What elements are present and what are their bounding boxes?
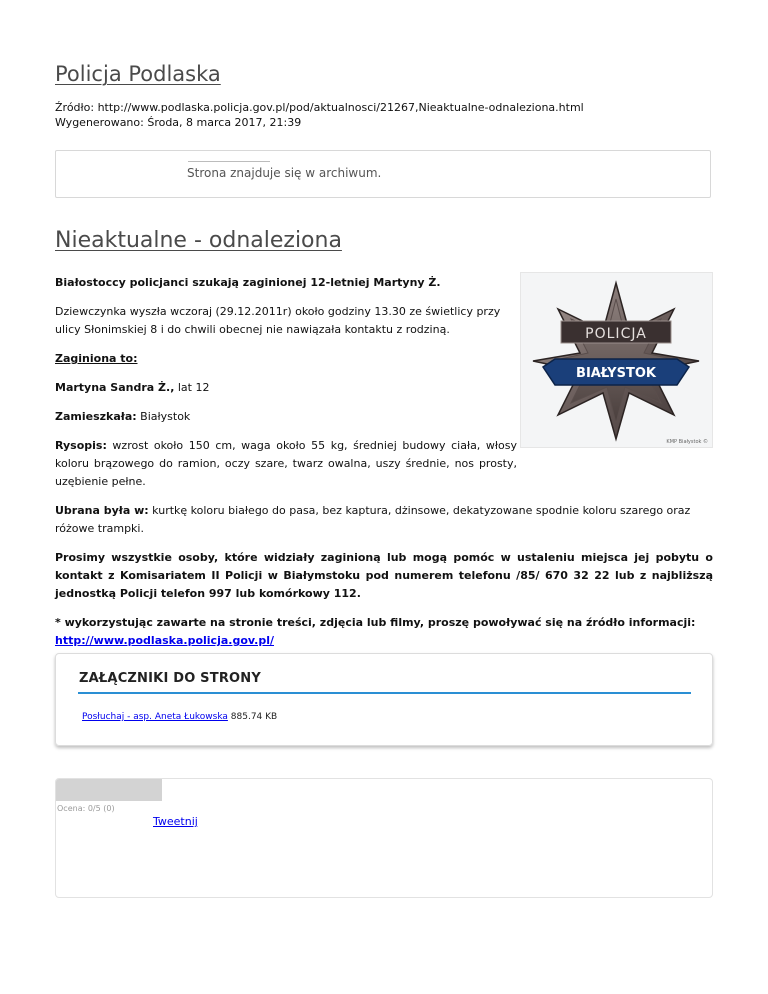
attachment-link[interactable]: Posłuchaj - asp. Aneta Łukowska <box>82 712 228 722</box>
attachments-box <box>55 653 713 746</box>
attachments-divider <box>78 692 691 694</box>
source-link[interactable]: http://www.podlaska.policja.gov.pl/ <box>55 634 274 647</box>
rating-text: Ocena: 0/5 (0) <box>57 804 115 813</box>
article-intro: Dziewczynka wyszła wczoraj (29.12.2011r) około godziny 13.30 ze świetlicy przy ulicy Słonimskiej 8 i do chwili obecnej nie nawiązała kontaktu z rodziną. <box>55 305 501 336</box>
copyright-note: * wykorzystując zawarte na stronie treści, zdjęcia lub filmy, proszę powoływać się na źródło informacji: http://www.podlaska.policja.gov.pl/ <box>55 616 696 647</box>
article-title: Nieaktualne - odnaleziona <box>55 228 342 253</box>
badge-bottom-text: BIAŁYSTOK <box>576 366 656 381</box>
tweet-button[interactable]: Tweetnij <box>153 815 198 828</box>
rating-box <box>55 778 713 898</box>
clothing: Ubrana była w: kurtkę koloru białego do pasa, bez kaptura, dżinsowe, dekatyzowane spodnie koloru szarego oraz różowe trampki. <box>55 504 691 535</box>
archive-divider <box>188 161 270 162</box>
attachment-size: 885.74 KB <box>230 712 278 722</box>
description: Rysopis: wzrost około 150 cm, waga około 55 kg, średniej budowy ciała, włosy koloru brązowego do ramion, oczy szare, twarz owalna, uszy średnie, nos prosty, uzębienie pełne. <box>55 439 517 488</box>
rating-stars-placeholder[interactable] <box>56 779 162 801</box>
archive-notice: Strona znajduje się w archiwum. <box>187 166 382 180</box>
attachments-title: ZAŁĄCZNIKI DO STRONY <box>79 671 261 686</box>
site-title[interactable]: Policja Podlaska <box>55 62 221 86</box>
source-url: Źródło: http://www.podlaska.policja.gov.pl/pod/aktualnosci/21267,Nieaktualne-odnaleziona.html <box>55 101 584 114</box>
missing-name: Martyna Sandra Ż., lat 12 <box>55 381 210 394</box>
generated-date: Wygenerowano: Środa, 8 marca 2017, 21:39 <box>55 116 302 129</box>
archive-notice-box <box>55 150 711 198</box>
missing-heading: Zaginiona to: <box>55 352 138 365</box>
attachment-item <box>82 712 277 722</box>
residence: Zamieszkała: Białystok <box>55 410 191 423</box>
page-meta <box>55 100 584 130</box>
article-body <box>55 274 713 661</box>
badge-top-text: POLICJA <box>585 326 647 342</box>
article-lead: Białostoccy policjanci szukają zaginionej 12-letniej Martyny Ż. <box>55 276 441 289</box>
photo-credit: KMP Białystok © <box>666 439 708 445</box>
appeal: Prosimy wszystkie osoby, które widziały zaginioną lub mogą pomóc w ustaleniu miejsca jej pobytu o kontakt z Komisariatem II Policji w Białymstoku pod numerem telefonu /85/ 670 32 22 lub z najbliższą jednostką Policji telefon 997 lub komórkowy 112. <box>55 551 713 600</box>
